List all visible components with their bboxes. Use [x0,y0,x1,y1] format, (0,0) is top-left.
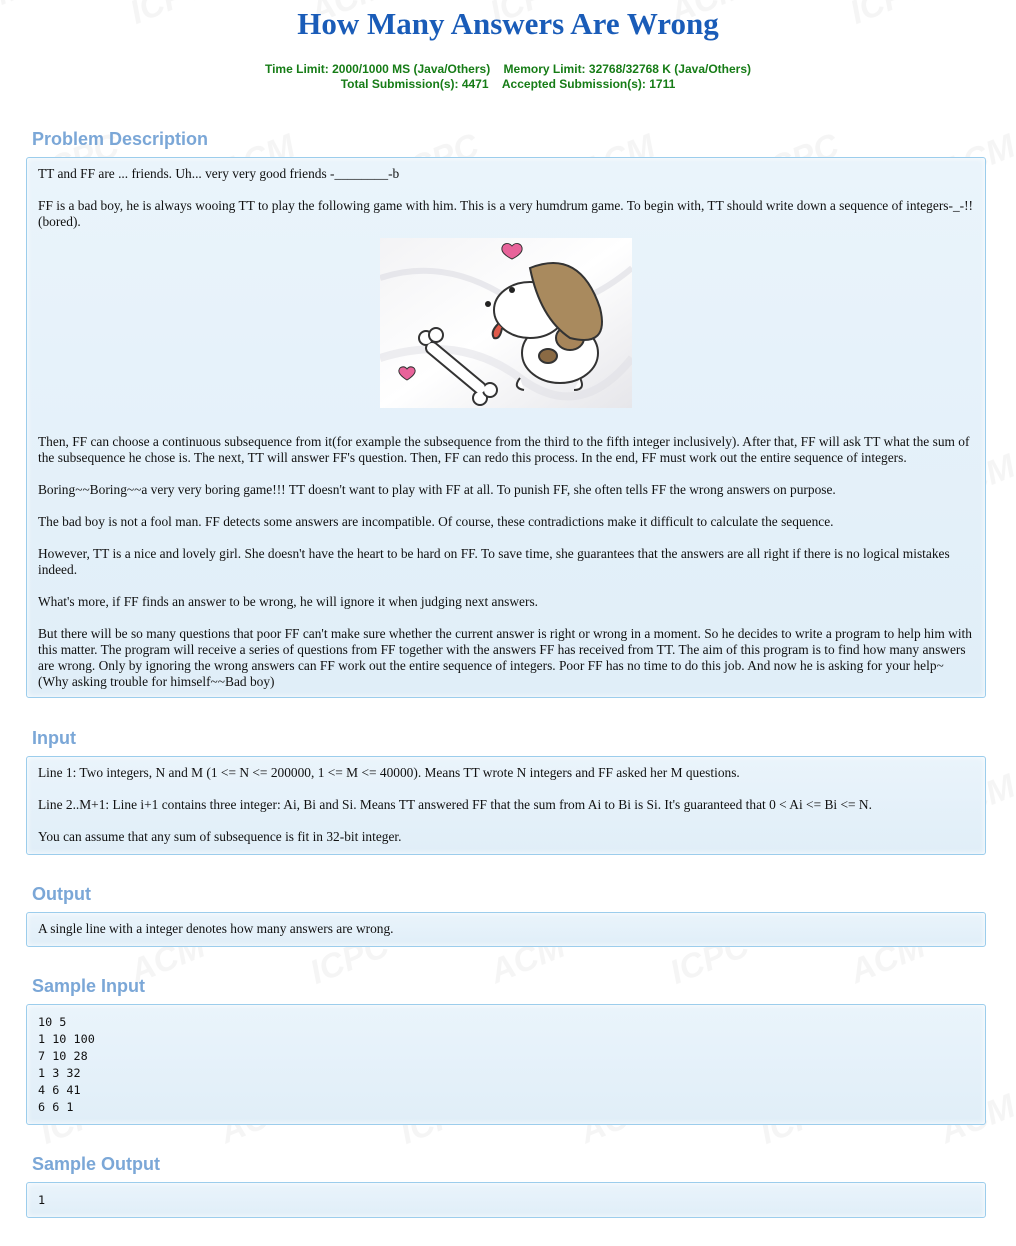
limits-line-1 [0,62,1016,77]
description-paragraph: TT and FF are ... friends. Uh... very very good friends -________-b [38,166,400,181]
memory-limit: Memory Limit: 32768/32768 K (Java/Others) [503,62,751,76]
input-paragraph: Line 2..M+1: Line i+1 contains three integer: Ai, Bi and Si. Means TT answered FF that the sum from Ai to Bi is Si. It's guaranteed that 0 < Ai <= Bi <= N. [38,797,872,812]
output-title: Output [32,884,91,904]
output-text: A single line with a integer denotes how many answers are wrong. [38,921,394,936]
cartoon-dog-with-bone-image [380,238,632,408]
sample-output-panel[interactable] [26,1182,986,1218]
description-paragraph: The bad boy is not a fool man. FF detects some answers are incompatible. Of course, these contradictions make it difficult to calculate the sequence. [38,514,834,529]
input-panel [26,756,986,855]
time-limit: Time Limit: 2000/1000 MS (Java/Others) [264,62,491,76]
description-paragraph: FF is a bad boy, he is always wooing TT to play the following game with him. This is a very humdrum game. To begin with, TT should write down a sequence of integers-_-!!(bored). [38,198,974,229]
input-title: Input [32,728,76,748]
description-paragraph: Then, FF can choose a continuous subsequence from it(for example the subsequence from the third to the fifth integer inclusively). After that, FF will ask TT what the sum of the subsequence he chose is. The next, TT will answer FF's question. Then, FF can redo this process. In the end, FF must work out the entire sequence of integers. [38,434,970,465]
sample-output-code[interactable]: 1 [38,1193,46,1207]
description-paragraph: What's more, if FF finds an answer to be wrong, he will ignore it when judging next answers. [38,594,539,609]
accepted-submissions: Accepted Submission(s): 1711 [501,77,676,91]
picture-container [38,238,974,412]
input-paragraph: Line 1: Two integers, N and M (1 <= N <= 200000, 1 <= M <= 40000). Means TT wrote N integers and FF asked her M questions. [38,765,740,780]
sample-input-title: Sample Input [32,976,146,996]
description-title: Problem Description [32,129,209,149]
limits-line-2 [0,77,1016,92]
description-paragraph: But there will be so many questions that poor FF can't make sure whether the current answer is right or wrong in a moment. So he decides to write a program to help him with this matter. The program will receive a series of questions from FF together with the answers FF has received from TT. The aim of this program is to find how many answers are wrong. Only by ignoring the wrong answers can FF work out the entire sequence of integers. Poor FF has no time to do this job. And now he is asking for your help~(Why asking trouble for himself~~Bad boy) [38,626,972,689]
total-submissions: Total Submission(s): 4471 [340,77,489,91]
problem-limits [0,62,1016,92]
input-paragraph: You can assume that any sum of subsequence is fit in 32-bit integer. [38,829,402,844]
problem-title: How Many Answers Are Wrong [297,6,719,41]
sample-input-code[interactable]: 10 5 1 10 100 7 10 28 1 3 32 4 6 41 6 6 1 [38,1015,95,1114]
sample-input-panel[interactable] [26,1004,986,1125]
description-panel [26,157,986,698]
sample-output-title: Sample Output [32,1154,161,1174]
description-paragraph: Boring~~Boring~~a very very boring game!!! TT doesn't want to play with FF at all. To punish FF, she often tells FF the wrong answers on purpose. [38,482,836,497]
output-panel [26,912,986,947]
description-paragraph: However, TT is a nice and lovely girl. She doesn't have the heart to be hard on FF. To save time, she guarantees that the answers are all right if there is no logical mistakes indeed. [38,546,950,577]
